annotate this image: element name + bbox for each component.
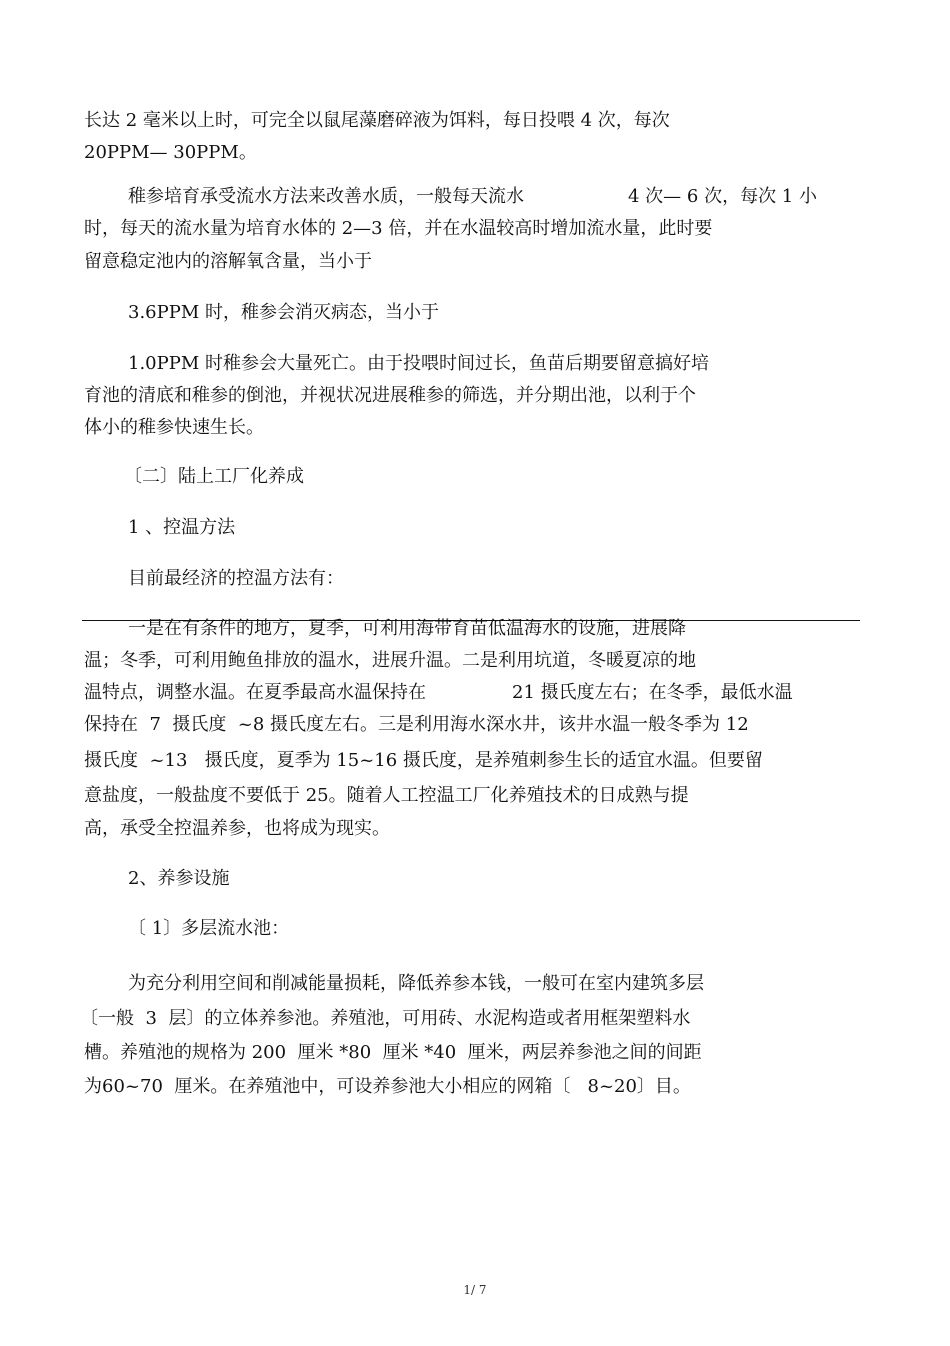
paragraph-1-line-2: 20PPM— 30PPM。 bbox=[84, 142, 257, 163]
paragraph-7-line-2: 〔一般 3 层〕的立体养参池。养殖池，可用砖、水泥构造或者用框架塑料水 bbox=[80, 1008, 691, 1029]
paragraph-6-line-5: 摄氏度 ~13 摄氏度，夏季为 15~16 摄氏度，是养殖刺参生长的适宜水温。但要留 bbox=[84, 750, 763, 771]
page-number: 1/ 7 bbox=[463, 1283, 487, 1297]
paragraph-7-line-3: 槽。养殖池的规格为 200 厘米 *80 厘米 *40 厘米，两层养参池之间的间距 bbox=[84, 1042, 702, 1063]
paragraph-4-line-1: 1.0PPM 时稚参会大量死亡。由于投喂时间过长，鱼苗后期要留意搞好培 bbox=[128, 353, 709, 374]
paragraph-6-line-7: 高，承受全控温养参，也将成为现实。 bbox=[84, 818, 390, 839]
paragraph-5-line-1: 目前最经济的控温方法有： bbox=[128, 568, 344, 589]
paragraph-7-line-4: 为60~70 厘米。在养殖池中，可设养参池大小相应的网箱〔 8~20〕目。 bbox=[84, 1076, 691, 1097]
paragraph-1-line-1: 长达 2 毫米以上时，可完全以鼠尾藻磨碎液为饵料，每日投喂 4 次，每次 bbox=[84, 110, 670, 131]
paragraph-6-line-2: 温；冬季，可利用鲍鱼排放的温水，进展升温。二是利用坑道，冬暖夏凉的地 bbox=[84, 650, 696, 671]
paragraph-6-line-6: 意盐度，一般盐度不要低于 25。随着人工控温工厂化养殖技术的日成熟与提 bbox=[84, 785, 689, 806]
subheading-multilayer-pool: 〔 1〕多层流水池： bbox=[128, 918, 290, 939]
paragraph-4-line-3: 体小的稚参快速生长。 bbox=[84, 417, 264, 438]
paragraph-6-line-3: 温特点，调整水温。在夏季最高水温保持在 bbox=[84, 682, 426, 703]
section-heading-2: 〔二〕陆上工厂化养成 bbox=[124, 466, 304, 487]
paragraph-2-line-1-tail: 4 次— 6 次，每次 1 小 bbox=[628, 186, 817, 207]
subheading-facilities: 2、养参设施 bbox=[128, 868, 230, 889]
paragraph-4-line-2: 育池的清底和稚参的倒池，并视状况进展稚参的筛选，并分期出池，以利于个 bbox=[84, 385, 696, 406]
paragraph-6-line-1: 一是在有条件的地方，夏季，可利用海带育苗低温海水的设施，进展降 bbox=[128, 618, 686, 639]
paragraph-2-line-1: 稚参培育承受流水方法来改善水质，一般每天流水 bbox=[128, 186, 524, 207]
paragraph-2-line-2: 时，每天的流水量为培育水体的 2—3 倍，并在水温较高时增加流水量，此时要 bbox=[84, 218, 713, 239]
subheading-temperature-control: 1 、控温方法 bbox=[128, 517, 236, 538]
paragraph-6-line-4: 保持在 7 摄氏度 ~8 摄氏度左右。三是利用海水深水井，该井水温一般冬季为 12 bbox=[84, 714, 749, 735]
paragraph-3-line-1: 3.6PPM 时，稚参会消灭病态，当小于 bbox=[128, 302, 439, 323]
paragraph-2-line-3: 留意稳定池内的溶解氧含量，当小于 bbox=[84, 251, 372, 272]
paragraph-7-line-1: 为充分利用空间和削减能量损耗，降低养参本钱，一般可在室内建筑多层 bbox=[128, 973, 704, 994]
paragraph-6-line-3-tail: 21 摄氏度左右；在冬季，最低水温 bbox=[512, 682, 793, 703]
